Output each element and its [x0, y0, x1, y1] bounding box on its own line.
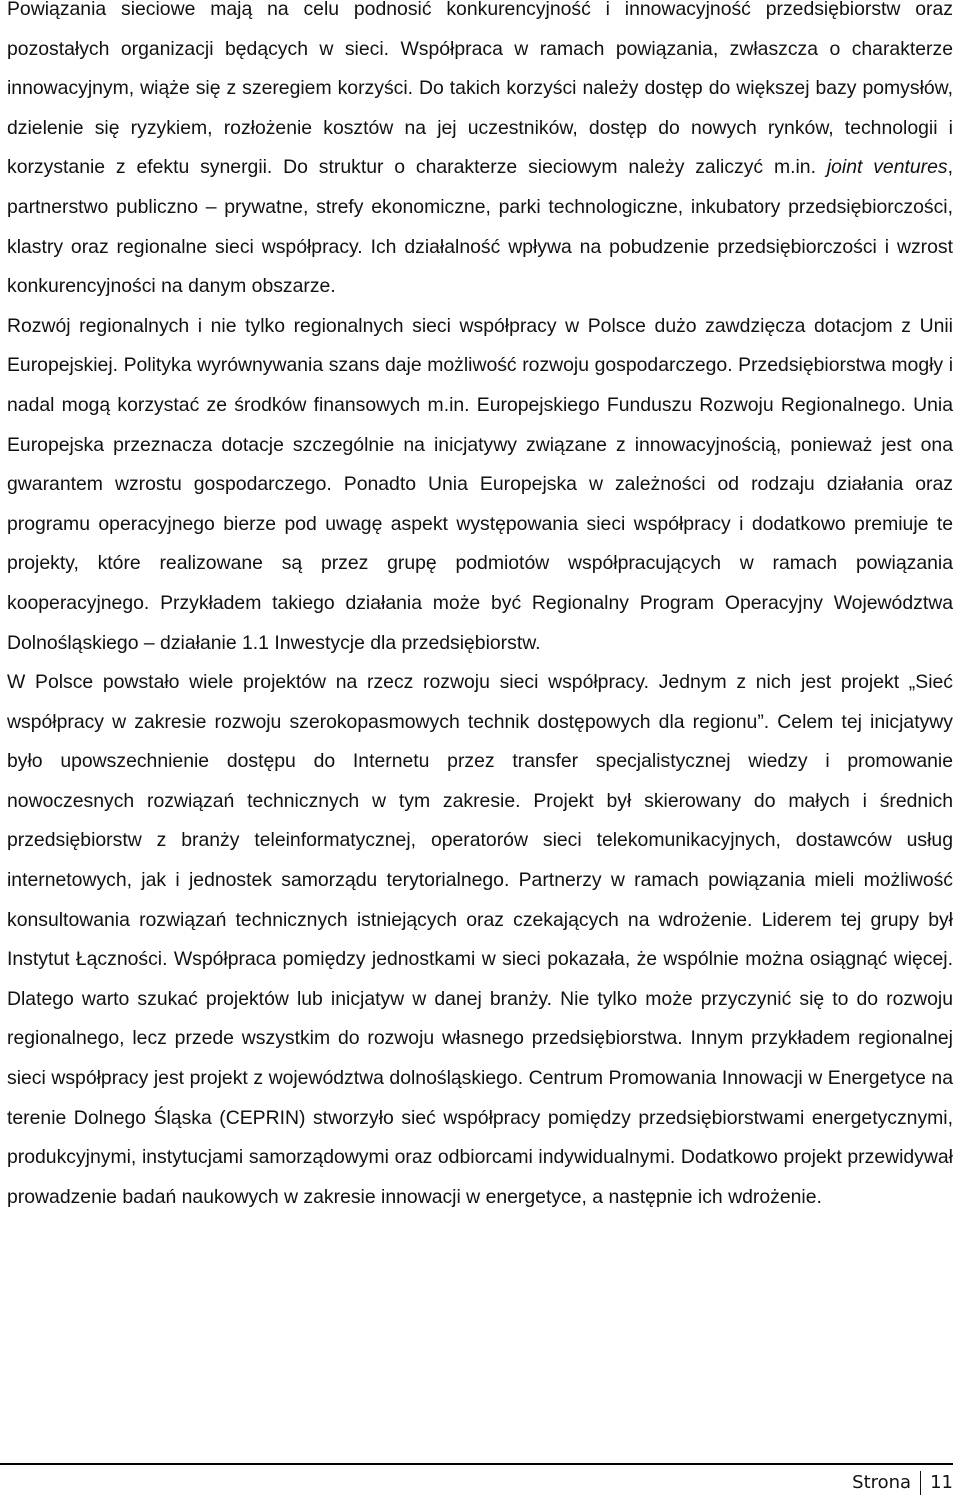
paragraph-eu-funding: Rozwój regionalnych i nie tylko regionalnych sieci współpracy w Polsce dużo zawdzięcza dotacjom z Unii Europejskiej. Polityka wyrównywania szans daje możliwość rozwoju gospodarczego. Przedsiębiorstwa mogły i nadal mogą korzystać ze środków finansowych m.in. Europejskiego Funduszu Rozwoju Regionalnego. Unia Europejska przeznacza dotacje szczególnie na inicjatywy związane z innowacyjnością, ponieważ jest ona gwarantem wzrostu gospodarczego. Ponadto Unia Europejska w zależności od rodzaju działania oraz programu operacyjnego bierze pod uwagę aspekt występowania sieci współpracy i dodatkowo premiuje te projekty, które realizowane są przez grupę podmiotów współpracujących w ramach powiązania kooperacyjnego. Przykładem takiego działania może być Regionalny Program Operacyjny Województwa Dolnośląskiego – działanie 1.1 Inwestycje dla przedsiębiorstw. — [7, 314, 953, 654]
page-number: 11 — [930, 1472, 953, 1493]
paragraph-1-text-after: , partnerstwo publiczno – prywatne, strefy ekonomiczne, parki technologiczne, inkubatory przedsiębiorczości, klastry oraz regionalne sieci współpracy. Ich działalność wpływa na pobudzenie przedsiębiorczości i wzrost konkurencyjności na danym obszarze. — [7, 156, 953, 298]
page-word: Strona — [852, 1472, 912, 1493]
paragraph-network-benefits — [7, 0, 953, 307]
page-separator — [920, 1471, 921, 1495]
footer-rule — [0, 1463, 953, 1465]
paragraph-1-text-before: Powiązania sieciowe mają na celu podnosić konkurencyjność i innowacyjność przedsiębiorstw oraz pozostałych organizacji będących w sieci. Współpraca w ramach powiązania, zwłaszcza o charakterze innowacyjnym, wiąże się z szeregiem korzyści. Do takich korzyści należy dostęp do większej bazy pomysłów, dzielenie się ryzykiem, rozłożenie kosztów na jej uczestników, dostęp do nowych rynków, technologii i korzystanie z efektu synergii. Do struktur o charakterze sieciowym należy zaliczyć m.in. — [7, 0, 953, 179]
paragraph-1-italic-term: joint ventures — [826, 156, 948, 179]
page-footer — [0, 1463, 953, 1502]
page-number-label — [852, 1471, 953, 1495]
document-body — [7, 0, 953, 1217]
paragraph-network-projects: W Polsce powstało wiele projektów na rzecz rozwoju sieci współpracy. Jednym z nich jest projekt „Sieć współpracy w zakresie rozwoju szerokopasmowych technik dostępowych dla regionu”. Celem tej inicjatywy było upowszechnienie dostępu do Internetu przez transfer specjalistycznej wiedzy i promowanie nowoczesnych rozwiązań technicznych w tym zakresie. Projekt był skierowany do małych i średnich przedsiębiorstw z branży teleinformatycznej, operatorów sieci telekomunikacyjnych, dostawców usług internetowych, jak i jednostek samorządu terytorialnego. Partnerzy w ramach powiązania mieli możliwość konsultowania rozwiązań technicznych istniejących oraz czekających na wdrożenie. Liderem tej grupy był Instytut Łączności. Współpraca pomiędzy jednostkami w sieci pokazała, że wspólnie można osiągnąć więcej. Dlatego warto szukać projektów lub inicjatyw w danej branży. Nie tylko może przyczynić się to do rozwoju regionalnego, lecz przede wszystkim do rozwoju własnego przedsiębiorstwa. Innym przykładem regionalnej sieci współpracy jest projekt z województwa dolnośląskiego. Centrum Promowania Innowacji w Energetyce na terenie Dolnego Śląska (CEPRIN) stworzyło sieć współpracy pomiędzy przedsiębiorstwami energetycznymi, produkcyjnymi, instytucjami samorządowymi oraz odbiorcami indywidualnymi. Dodatkowo projekt przewidywał prowadzenie badań naukowych w zakresie innowacji w energetyce, a następnie ich wdrożenie. — [7, 671, 953, 1208]
